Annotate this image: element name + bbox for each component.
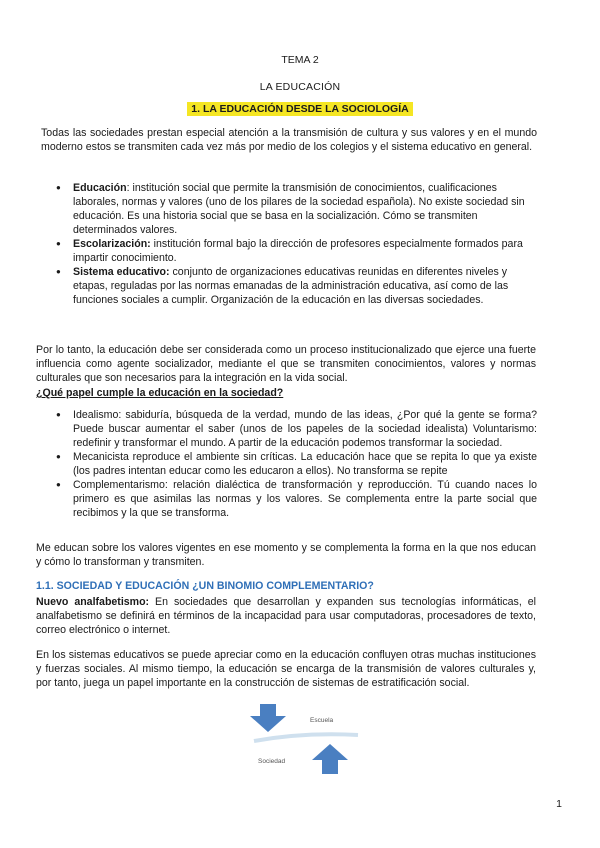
definition-sep: : (126, 182, 130, 194)
roles-list (73, 408, 537, 520)
school-society-diagram (248, 704, 360, 774)
diagram-label-school: Escuela (310, 717, 334, 724)
education-systems-paragraph: En los sistemas educativos se puede apreciar como en la educación confluyen otras muchas instituciones y fuerzas sociales. Al mismo tiempo, la educación se encarga de la transmisión de valores culturales y, por tanto, juega un papel importante en la construcción de sistemas de estratificación social. (36, 649, 536, 689)
analfabetismo-term: Nuevo analfabetismo: (36, 596, 150, 608)
list-item (73, 265, 535, 307)
up-arrow-icon (312, 744, 348, 774)
topic-title: LA EDUCACIÓN (259, 81, 341, 93)
summary-paragraph: Me educan sobre los valores vigentes en ese momento y se complementa la forma en la que nos educan y cómo lo transforman y transmiten. (36, 542, 536, 568)
section-heading-1-1: 1.1. SOCIEDAD Y EDUCACIÓN ¿UN BINOMIO COMPLEMENTARIO? (36, 580, 374, 592)
definition-term: Sistema educativo: (73, 266, 170, 278)
list-item: ● Idealismo: sabiduría, búsqueda de la verdad, mundo de las ideas, ¿Por qué la gente se forma? Puede buscar aumentar el saber (unos de los papeles de la sociedad idealista) Voluntarismo: redefinir y transformar el mundo. A partir de la educación podemos transformar la sociedad. (73, 408, 537, 450)
definition-text: institución formal bajo la dirección de profesores especialmente formados para impartir conocimiento. (73, 238, 523, 264)
definitions-list (73, 181, 535, 307)
intro-paragraph: Todas las sociedades prestan especial atención a la transmisión de cultura y sus valores y en el mundo moderno estos se transmiten cada vez más por medio de los colegios y el sistema educativo en general. (41, 127, 537, 153)
definition-term: Educación (73, 182, 127, 194)
divider-line (254, 734, 358, 741)
analfabetismo-paragraph (36, 595, 536, 637)
section-heading-1-text: 1. LA EDUCACIÓN DESDE LA SOCIOLOGÍA (187, 102, 412, 116)
section-heading-1 (0, 102, 600, 116)
question-heading: ¿Qué papel cumple la educación en la sociedad? (36, 387, 284, 399)
definition-text: institución social que permite la transmisión de conocimientos, cualificaciones laborales, normas y valores (uno de los pilares de la sociedad española). No existe sociedad sin educación. Es una historia social que se basa en la socialización. Cómo se transmiten determinados valores. (73, 182, 525, 236)
analfabetismo-text: En sociedades que desarrollan y expanden sus tecnologías informáticas, el analfabetismo se definirá en términos de la incapacidad para usar computadoras, procesadores de texto, correo electrónico o internet. (36, 596, 536, 636)
page-number: 1 (556, 798, 562, 810)
list-item: ● Complementarismo: relación dialéctica de transformación y reproducción. Tú cuando naces lo primero es que asimilas las normas y los valores. Se complementa entre la parte social que recibimos y la que se transforma. (73, 478, 537, 520)
down-arrow-icon (250, 704, 286, 732)
topic-number: TEMA 2 (281, 54, 319, 66)
definition-text: conjunto de organizaciones educativas reunidas en diferentes niveles y etapas, reguladas por las normas emanadas de la administración educativa, así como de las funciones sociales a cumplir. Organización de la educación en las diversas sociedades. (73, 266, 509, 306)
conclusion-paragraph: Por lo tanto, la educación debe ser considerada como un proceso institucionalizado que ejerce una fuerte influencia como agente socializador, mediante el que se transmiten conocimientos, valores y normas culturales que son necesarios para la integración en la vida social. (36, 344, 536, 384)
diagram-label-society: Sociedad (258, 758, 286, 765)
list-item (73, 237, 535, 265)
list-item: ● Mecanicista reproduce el ambiente sin críticas. La educación hace que se repita lo que ya existe (los padres intentan educar como les educaron a ellos). No transforma se repite (73, 450, 537, 478)
list-item (73, 181, 535, 237)
definition-term: Escolarización: (73, 238, 151, 250)
